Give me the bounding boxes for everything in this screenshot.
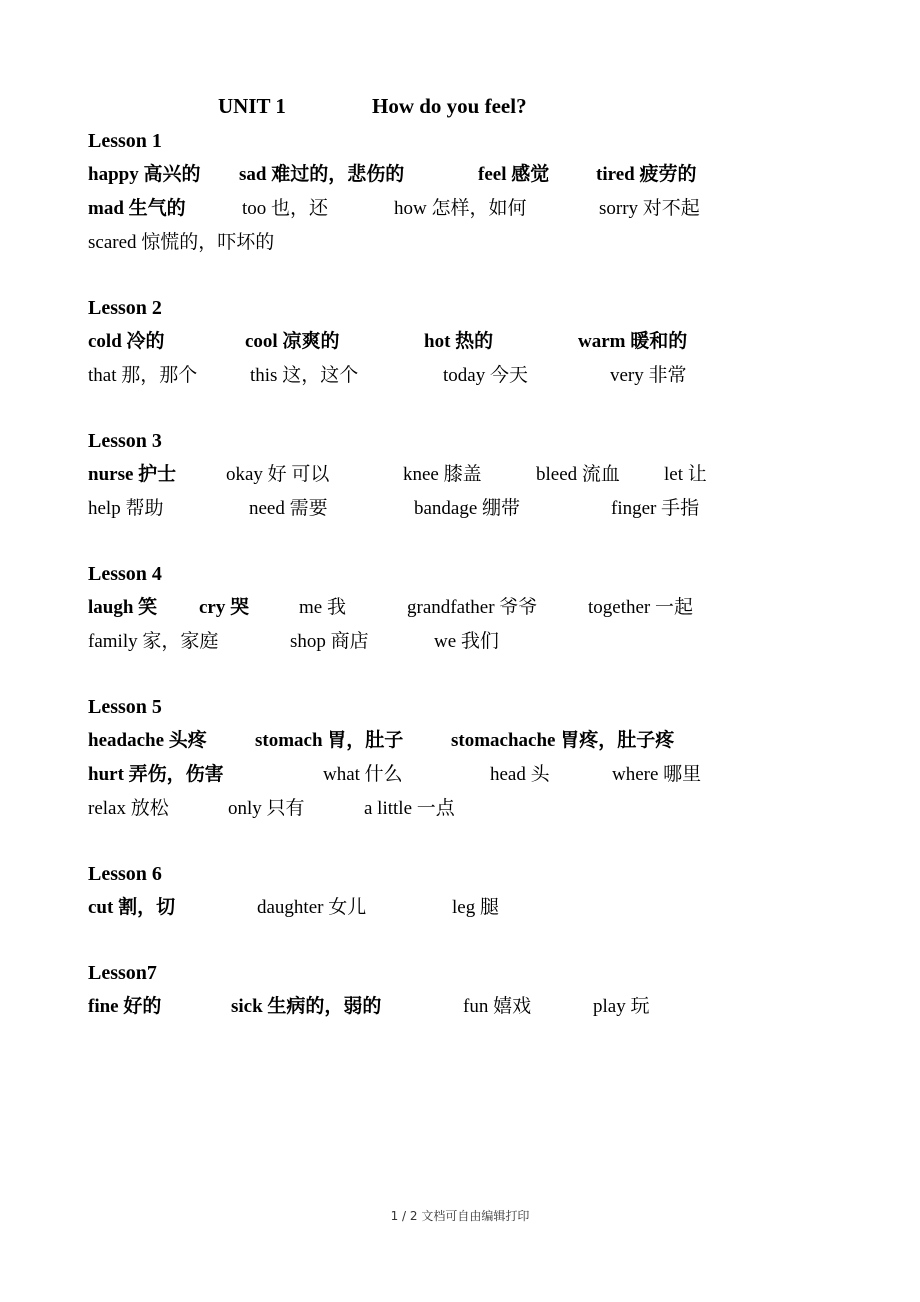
vocab-word: stomachache 胃疼，肚子疼 (451, 730, 675, 751)
vocab-word: hurt 弄伤，伤害 (88, 764, 224, 785)
vocab-word: let 让 (664, 464, 707, 485)
unit-subtitle: How do you feel? (372, 94, 527, 118)
lesson-4-row-1 (0, 595, 920, 621)
lesson-7-title: Lesson7 (88, 962, 157, 984)
vocab-word: relax 放松 (88, 798, 169, 819)
vocab-word: only 只有 (228, 798, 305, 819)
lesson-5-row-3 (0, 796, 920, 822)
unit-title: UNIT 1 (218, 94, 286, 118)
vocab-word: feel 感觉 (478, 164, 550, 185)
vocab-word: headache 头疼 (88, 730, 207, 751)
vocab-word: cry 哭 (199, 597, 250, 618)
vocab-word: need 需要 (249, 498, 328, 519)
vocab-word: help 帮助 (88, 498, 164, 519)
vocab-word: okay 好 可以 (226, 464, 330, 485)
lesson-3-title: Lesson 3 (88, 430, 162, 452)
vocab-word: today 今天 (443, 365, 528, 386)
vocab-word: fine 好的 (88, 996, 162, 1017)
vocab-word: a little 一点 (364, 798, 455, 819)
lesson-1-row-1 (0, 162, 920, 188)
vocab-word: sorry 对不起 (599, 198, 700, 219)
vocab-word: stomach 胃，肚子 (255, 730, 404, 751)
unit-header (0, 94, 920, 122)
vocab-word: me 我 (299, 597, 346, 618)
vocab-word: fun 嬉戏 (463, 996, 532, 1017)
vocab-word: head 头 (490, 764, 550, 785)
vocab-word: grandfather 爷爷 (407, 597, 538, 618)
lesson-3-row-2 (0, 496, 920, 522)
vocab-word: very 非常 (610, 365, 687, 386)
vocab-word: what 什么 (323, 764, 403, 785)
vocab-word: shop 商店 (290, 631, 369, 652)
lesson-6-title: Lesson 6 (88, 863, 162, 885)
vocab-word: play 玩 (593, 996, 650, 1017)
lesson-2-title: Lesson 2 (88, 297, 162, 319)
vocab-word: cold 冷的 (88, 331, 165, 352)
vocab-word: together 一起 (588, 597, 694, 618)
vocab-word: hot 热的 (424, 331, 494, 352)
vocab-word: family 家，家庭 (88, 631, 219, 652)
lesson-6-row-1 (0, 895, 920, 921)
lesson-1-row-3 (0, 230, 920, 256)
vocab-word: mad 生气的 (88, 198, 186, 219)
footer-note: 文档可自由编辑打印 (421, 1209, 530, 1223)
lesson-5-title: Lesson 5 (88, 696, 162, 718)
lesson-7-row-1 (0, 994, 920, 1020)
lesson-5-row-2 (0, 762, 920, 788)
vocab-word: finger 手指 (611, 498, 700, 519)
vocab-word: sick 生病的，弱的 (231, 996, 382, 1017)
vocab-word: where 哪里 (612, 764, 702, 785)
vocab-word: bleed 流血 (536, 464, 620, 485)
vocab-word: warm 暖和的 (578, 331, 688, 352)
lesson-2-row-2 (0, 363, 920, 389)
vocab-word: we 我们 (434, 631, 499, 652)
vocab-word: how 怎样，如何 (394, 198, 527, 219)
vocab-word: daughter 女儿 (257, 897, 367, 918)
vocab-word: scared 惊慌的，吓坏的 (88, 232, 275, 253)
lesson-4-row-2 (0, 629, 920, 655)
vocab-word: happy 高兴的 (88, 164, 201, 185)
vocab-word: leg 腿 (452, 897, 499, 918)
page-number: 1 / 2 (390, 1209, 418, 1223)
vocab-word: sad 难过的，悲伤的 (239, 164, 405, 185)
lesson-1-title: Lesson 1 (88, 130, 162, 152)
vocab-word: this 这，这个 (250, 365, 359, 386)
page-footer (0, 1207, 920, 1224)
lesson-5-row-1 (0, 728, 920, 754)
vocab-word: laugh 笑 (88, 597, 158, 618)
vocab-word: that 那，那个 (88, 365, 198, 386)
vocab-word: cut 割，切 (88, 897, 176, 918)
lesson-3-row-1 (0, 462, 920, 488)
vocab-word: bandage 绷带 (414, 498, 521, 519)
vocab-word: cool 凉爽的 (245, 331, 340, 352)
lesson-4-title: Lesson 4 (88, 563, 162, 585)
vocab-word: knee 膝盖 (403, 464, 482, 485)
vocab-word: too 也，还 (242, 198, 329, 219)
vocab-word: nurse 护士 (88, 464, 177, 485)
vocab-word: tired 疲劳的 (596, 164, 697, 185)
lesson-1-row-2 (0, 196, 920, 222)
lesson-2-row-1 (0, 329, 920, 355)
